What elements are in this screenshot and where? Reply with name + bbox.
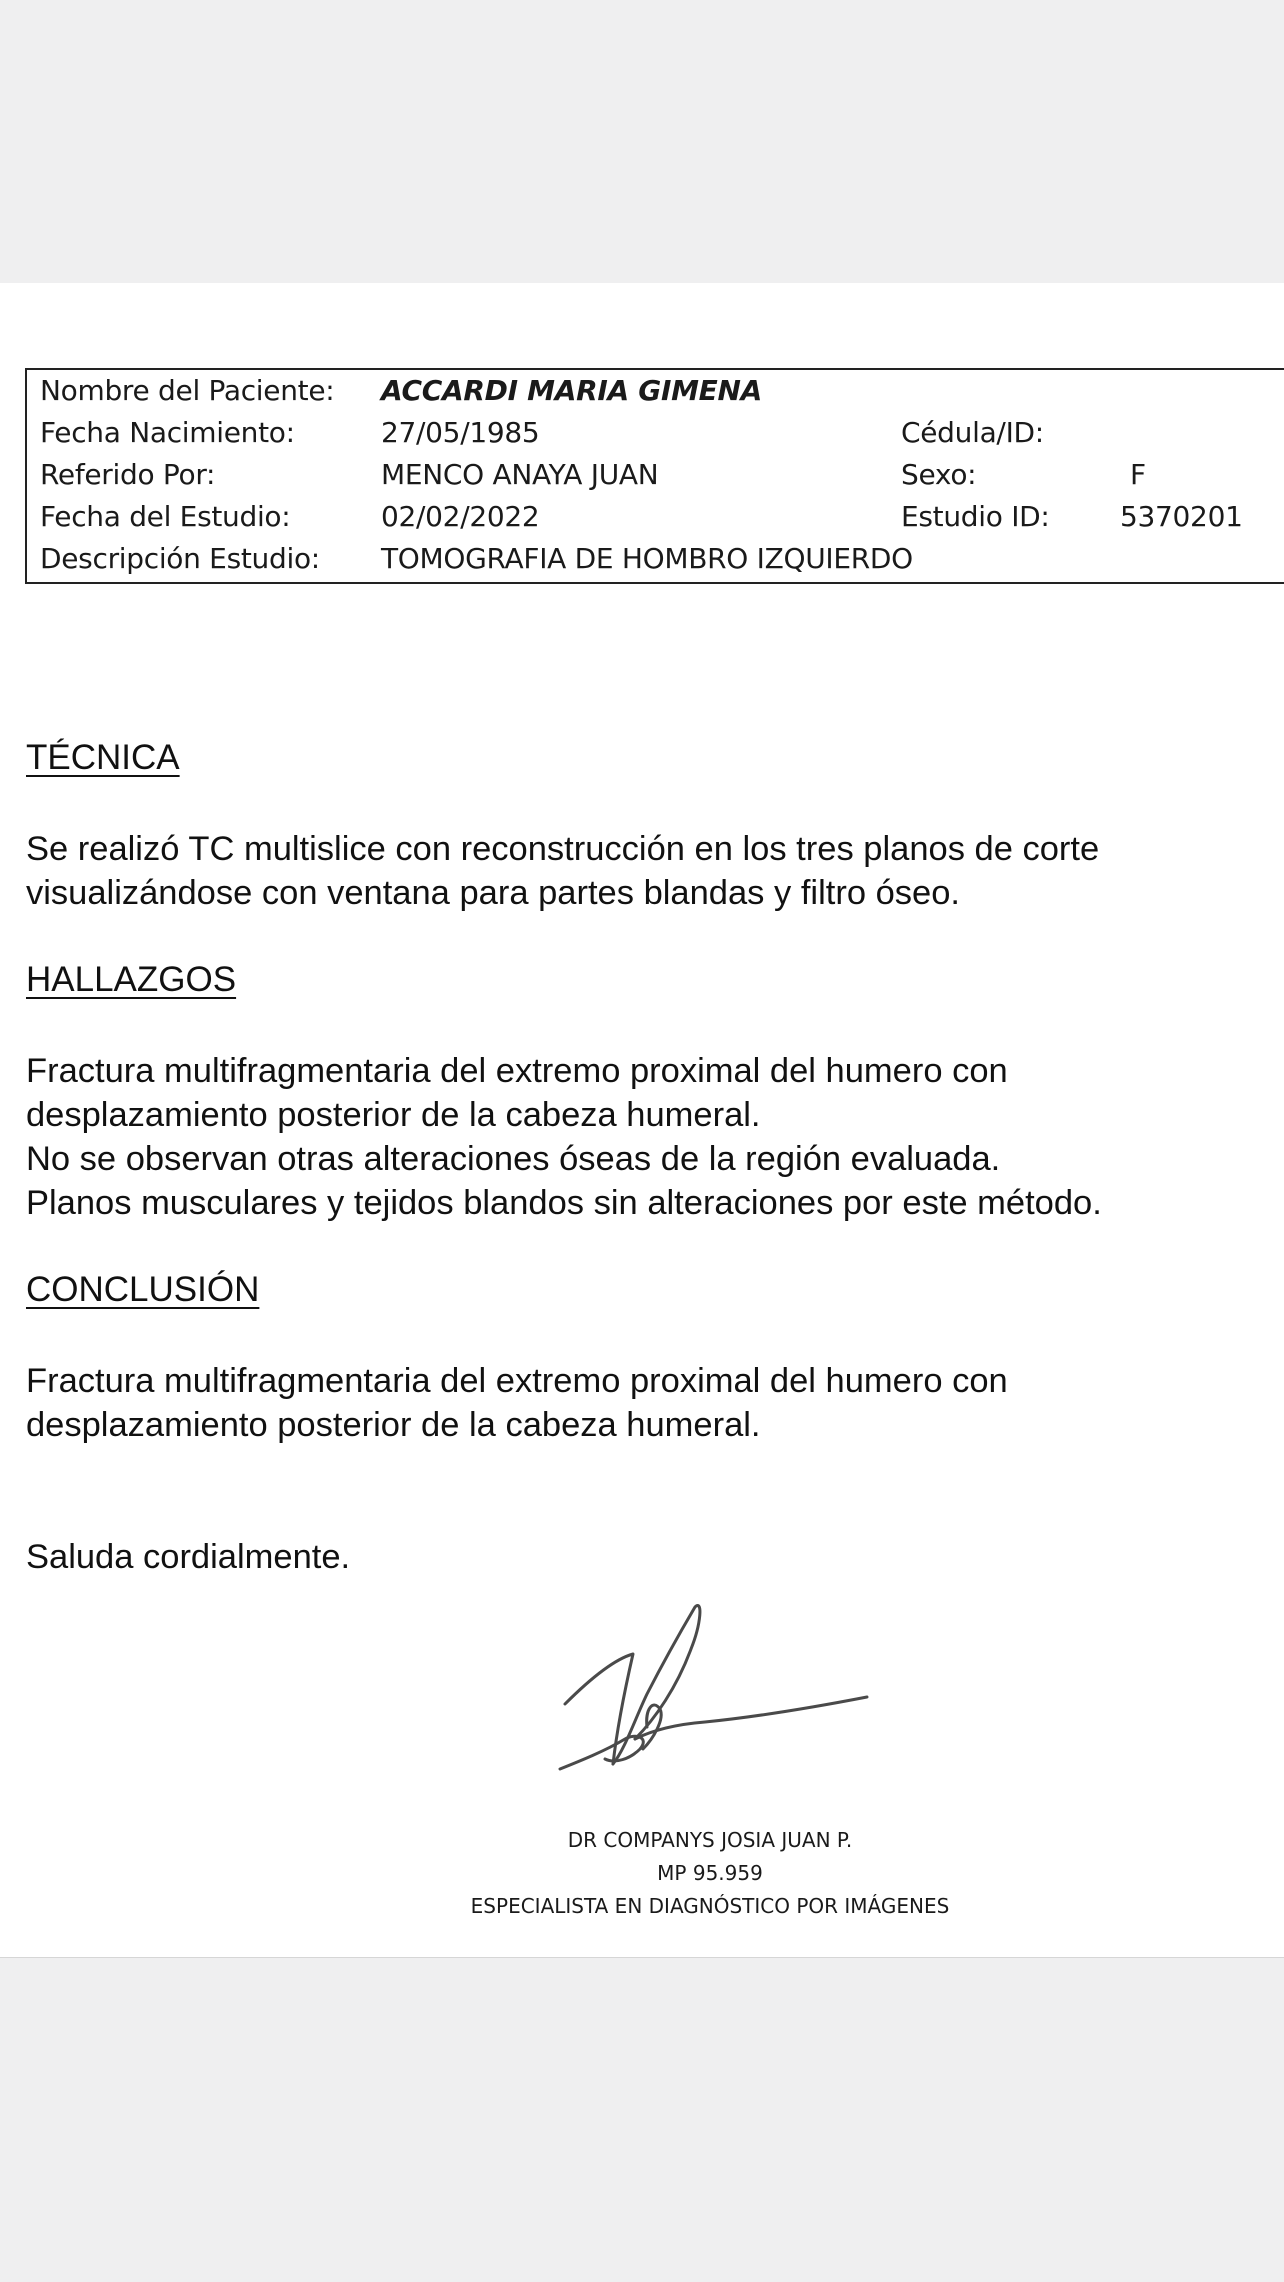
closing-text: Saluda cordialmente. (26, 1538, 351, 1576)
hallazgos-line: Fractura multifragmentaria del extremo proximal del humero con (26, 1052, 1008, 1090)
report-page (0, 283, 1284, 1958)
birth-date-label: Fecha Nacimiento: (40, 416, 295, 449)
tecnica-line: Se realizó TC multislice con reconstrucción en los tres planos de corte (26, 830, 1100, 868)
referred-by-row (27, 458, 1284, 500)
sex-label: Sexo: (901, 458, 977, 491)
hallazgos-line: desplazamiento posterior de la cabeza humeral. (26, 1096, 761, 1134)
conclusion-paragraph (26, 1359, 1008, 1447)
birth-date-value: 27/05/1985 (381, 416, 540, 449)
hallazgos-line: Planos musculares y tejidos blandos sin alteraciones por este método. (26, 1184, 1102, 1222)
referred-by-label: Referido Por: (40, 458, 216, 491)
patient-name-row (27, 374, 1284, 416)
study-description-row (27, 542, 1284, 584)
hallazgos-line: No se observan otras alteraciones óseas de la región evaluada. (26, 1140, 1001, 1178)
signature-image (555, 1599, 885, 1774)
hallazgos-paragraph (26, 1049, 1102, 1225)
referred-by-value: MENCO ANAYA JUAN (381, 458, 659, 491)
study-date-label: Fecha del Estudio: (40, 500, 291, 533)
tecnica-heading: TÉCNICA (26, 738, 180, 777)
id-label: Cédula/ID: (901, 416, 1044, 449)
signer-title: ESPECIALISTA EN DIAGNÓSTICO POR IMÁGENES (470, 1894, 950, 1918)
conclusion-line: Fractura multifragmentaria del extremo proximal del humero con (26, 1362, 1008, 1400)
conclusion-heading: CONCLUSIÓN (26, 1270, 260, 1309)
study-description-label: Descripción Estudio: (40, 542, 320, 575)
conclusion-line: desplazamiento posterior de la cabeza humeral. (26, 1406, 761, 1444)
patient-name-value: ACCARDI MARIA GIMENA (381, 374, 762, 407)
signer-name: DR COMPANYS JOSIA JUAN P. (567, 1828, 853, 1852)
hallazgos-heading: HALLAZGOS (26, 960, 237, 999)
birth-date-row (27, 416, 1284, 458)
signer-license: MP 95.959 (657, 1861, 763, 1885)
study-id-label: Estudio ID: (901, 500, 1050, 533)
study-date-row (27, 500, 1284, 542)
study-date-value: 02/02/2022 (381, 500, 540, 533)
tecnica-line: visualizándose con ventana para partes blandas y filtro óseo. (26, 874, 960, 912)
study-description-value: TOMOGRAFIA DE HOMBRO IZQUIERDO (381, 542, 913, 575)
study-id-value: 5370201 (1120, 500, 1243, 533)
sex-value: F (1130, 458, 1146, 491)
tecnica-paragraph (26, 827, 1099, 915)
patient-name-label: Nombre del Paciente: (40, 374, 335, 407)
patient-info-box (25, 368, 1284, 584)
